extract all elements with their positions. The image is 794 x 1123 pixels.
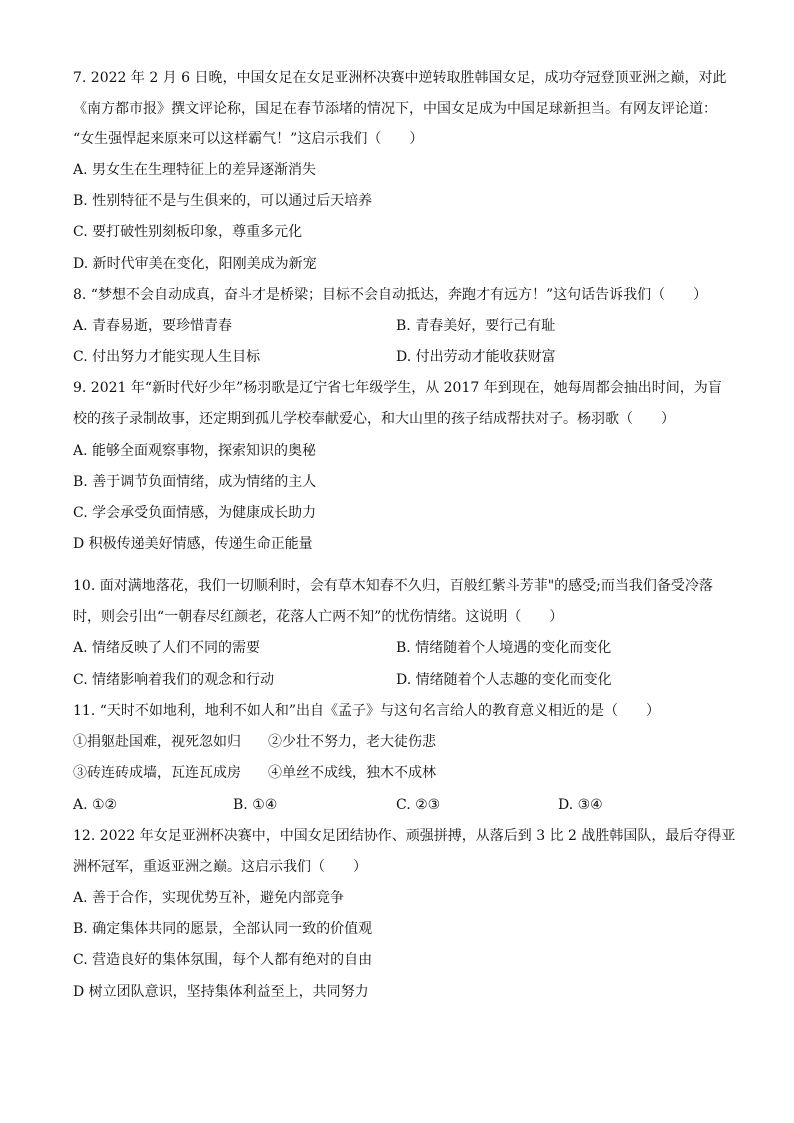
q12-option-a: A. 善于合作，实现优势互补，避免内部竞争 <box>73 890 345 906</box>
q11-option-d: D. ③④ <box>558 797 603 813</box>
q11-item-4: ④单丝不成线，独木不成林 <box>268 765 436 781</box>
q12-option-c: C. 营造良好的集体氛围，每个人都有绝对的自由 <box>73 952 373 968</box>
q8-option-c: C. 付出努力才能实现人生目标 <box>73 349 261 365</box>
q12-stem-line-1: 12. 2022 年女足亚洲杯决赛中，中国女足团结协作、顽强拼搏，从落后到 3 比 2 战胜韩国队，最后夺得亚 <box>73 828 736 844</box>
q12-stem-line-2: 洲杯冠军，重返亚洲之巅。这启示我们（ ） <box>73 859 367 875</box>
q9-option-d: D 积极传递美好情感，传递生命正能量 <box>73 536 313 552</box>
q9-stem-line-2: 校的孩子录制故事，还定期到孤儿学校奉献爱心，和大山里的孩子结成帮扶对子。杨羽歌（ ） <box>73 411 675 427</box>
q7-option-b: B. 性别特征不是与生俱来的，可以通过后天培养 <box>73 193 373 209</box>
q11-option-b: B. ①④ <box>233 797 278 813</box>
q9-option-a: A. 能够全面观察事物，探索知识的奥秘 <box>73 443 317 459</box>
q8-stem: 8. “梦想不会自动成真，奋斗才是桥梁；目标不会自动抵达，奔跑才有远方！”这句话告诉我们（ ） <box>73 287 708 303</box>
q7-option-a: A. 男女生在生理特征上的差异逐渐消失 <box>73 162 317 178</box>
q7-stem-line-2: 《南方都市报》撰文评论称，国足在春节添堵的情况下，中国女足成为中国足球新担当。有网友评论道： <box>73 101 717 117</box>
q12-option-b: B. 确定集体共同的愿景，全部认同一致的价值观 <box>73 921 373 937</box>
q9-stem-line-1: 9. 2021 年“新时代好少年”杨羽歌是辽宁省七年级学生，从 2017 年到现在，她每周都会抽出时间，为盲 <box>73 380 722 396</box>
q7-stem-line-1: 7. 2022 年 2 月 6 日晚，中国女足在女足亚洲杯决赛中逆转取胜韩国女足，成功夺冠登顶亚洲之巅，对此 <box>73 70 727 86</box>
q10-option-d: D. 情绪随着个人志趣的变化而变化 <box>396 672 612 688</box>
q8-option-b: B. 青春美好，要行己有耻 <box>396 318 556 334</box>
q9-option-c: C. 学会承受负面情感，为健康成长助力 <box>73 505 317 521</box>
q11-option-c: C. ②③ <box>396 797 441 813</box>
q10-option-c: C. 情绪影响着我们的观念和行动 <box>73 672 275 688</box>
q11-item-2: ②少壮不努力，老大徒伤悲 <box>268 734 436 750</box>
q11-item-3: ③砖连砖成墙，瓦连瓦成房 <box>73 765 241 781</box>
q10-stem-line-1: 10. 面对满地落花，我们一切顺利时，会有草木知春不久归，百般红紫斗芳菲"的感受;而当我们备受冷落 <box>73 578 713 594</box>
q11-stem: 11. “天时不如地利，地利不如人和”出自《孟子》与这句名言给人的教育意义相近的是（ ） <box>73 703 661 719</box>
q10-option-b: B. 情绪随着个人境遇的变化而变化 <box>396 640 612 656</box>
q12-option-d: D 树立团队意识，坚持集体利益至上，共同努力 <box>73 984 369 1000</box>
q7-option-d: D. 新时代审美在变化，阳刚美成为新宠 <box>73 256 317 272</box>
q7-stem-line-3: “女生强悍起来原来可以这样霸气！”这启示我们（ ） <box>73 131 424 147</box>
q8-option-d: D. 付出劳动才能收获财富 <box>396 349 556 365</box>
q10-option-a: A. 情绪反映了人们不同的需要 <box>73 640 261 656</box>
q11-option-a: A. ①② <box>73 797 118 813</box>
q9-option-b: B. 善于调节负面情绪，成为情绪的主人 <box>73 474 317 490</box>
q11-item-1: ①捐躯赴国难，视死忽如归 <box>73 734 241 750</box>
q8-option-a: A. 青春易逝，要珍惜青春 <box>73 318 233 334</box>
q10-stem-line-2: 时，则会引出“一朝春尽红颜老，花落人亡两不知”的忧伤情绪。这说明（ ） <box>73 609 564 625</box>
q7-option-c: C. 要打破性别刻板印象，尊重多元化 <box>73 224 303 240</box>
